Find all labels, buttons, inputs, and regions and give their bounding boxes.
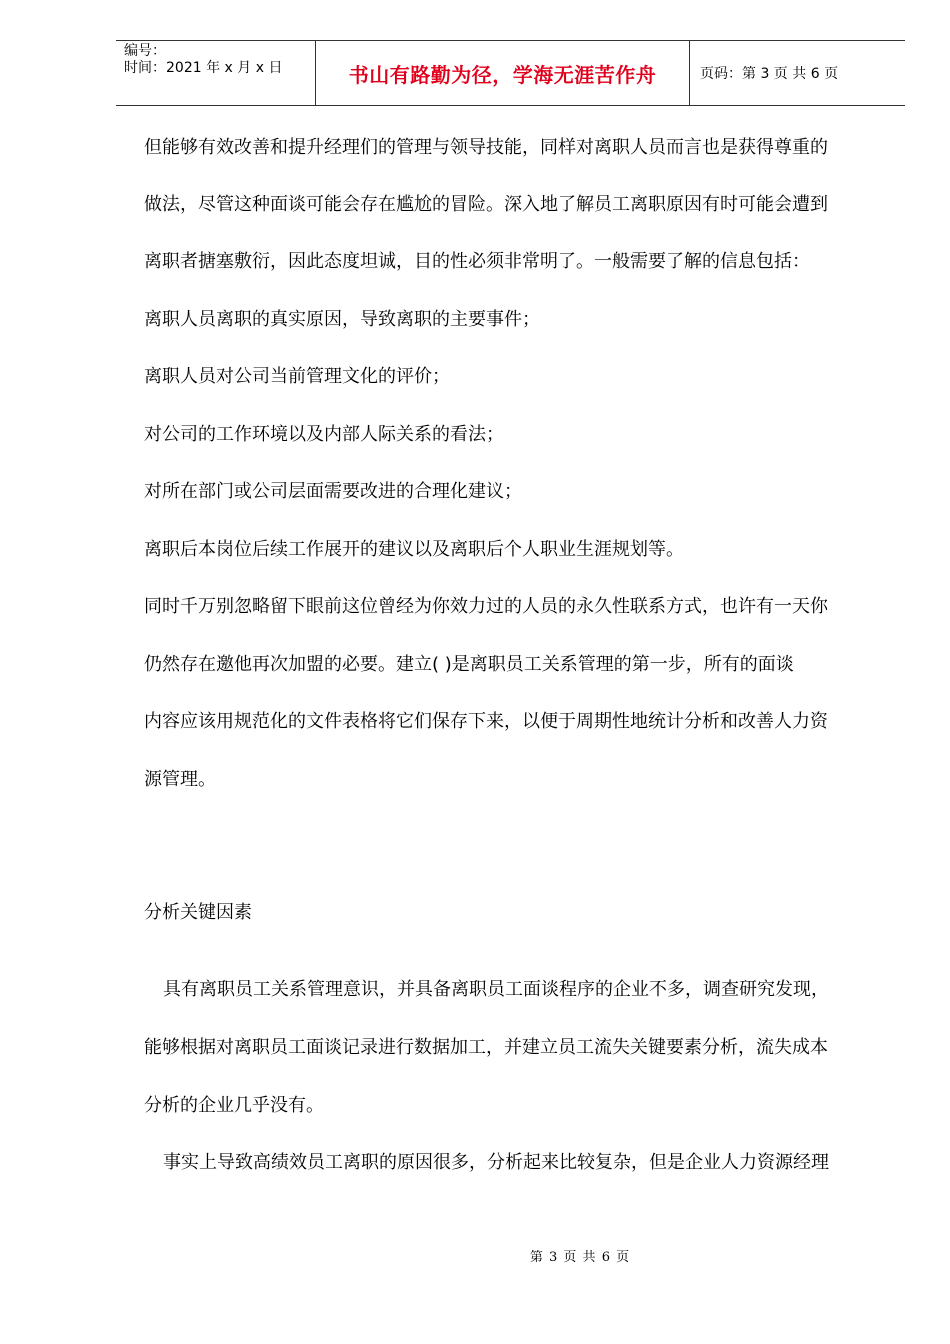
body-line: 同时千万别忽略留下眼前这位曾经为你效力过的人员的永久性联系方式，也许有一天你 bbox=[144, 596, 828, 617]
body-line: 内容应该用规范化的文件表格将它们保存下来，以便于周期性地统计分析和改善人力资 bbox=[144, 711, 828, 732]
section-heading: 分析关键因素 bbox=[144, 902, 252, 923]
body-line: 仍然存在邀他再次加盟的必要。建立( )是离职员工关系管理的第一步，所有的面谈 bbox=[144, 654, 794, 675]
page-footer: 第 3 页 共 6 页 bbox=[529, 1250, 631, 1265]
body-line: 离职者搪塞敷衍，因此态度坦诚，目的性必须非常明了。一般需要了解的信息包括： bbox=[144, 251, 810, 272]
list-item: 对所在部门或公司层面需要改进的合理化建议； bbox=[144, 481, 522, 502]
list-item: 离职人员离职的真实原因，导致离职的主要事件； bbox=[144, 309, 540, 330]
doc-code-label: 编号： bbox=[124, 43, 166, 59]
list-item: 离职人员对公司当前管理文化的评价； bbox=[144, 366, 450, 387]
list-item: 离职后本岗位后续工作展开的建议以及离职后个人职业生涯规划等。 bbox=[144, 539, 684, 560]
body-line: 能够根据对离职员工面谈记录进行数据加工，并建立员工流失关键要素分析，流失成本 bbox=[144, 1037, 828, 1058]
header-page-info: 页码：第 3 页 共 6 页 bbox=[700, 66, 839, 82]
body-line: 做法，尽管这种面谈可能会存在尴尬的冒险。深入地了解员工离职原因有时可能会遭到 bbox=[144, 194, 828, 215]
body-line: 事实上导致高绩效员工离职的原因很多，分析起来比较复杂，但是企业人力资源经理 bbox=[163, 1152, 829, 1173]
header-meta bbox=[116, 41, 316, 105]
body-line: 分析的企业几乎没有。 bbox=[144, 1095, 324, 1116]
header-motto: 书山有路勤为径，学海无涯苦作舟 bbox=[316, 41, 690, 105]
body-line: 源管理。 bbox=[144, 769, 216, 790]
page-header bbox=[116, 40, 905, 106]
body-line: 但能够有效改善和提升经理们的管理与领导技能，同样对离职人员而言也是获得尊重的 bbox=[144, 137, 828, 158]
body-line: 具有离职员工关系管理意识，并具备离职员工面谈程序的企业不多，调查研究发现， bbox=[163, 979, 829, 1000]
doc-time-label: 时间：2021 年 x 月 x 日 bbox=[124, 60, 283, 76]
list-item: 对公司的工作环境以及内部人际关系的看法； bbox=[144, 424, 504, 445]
